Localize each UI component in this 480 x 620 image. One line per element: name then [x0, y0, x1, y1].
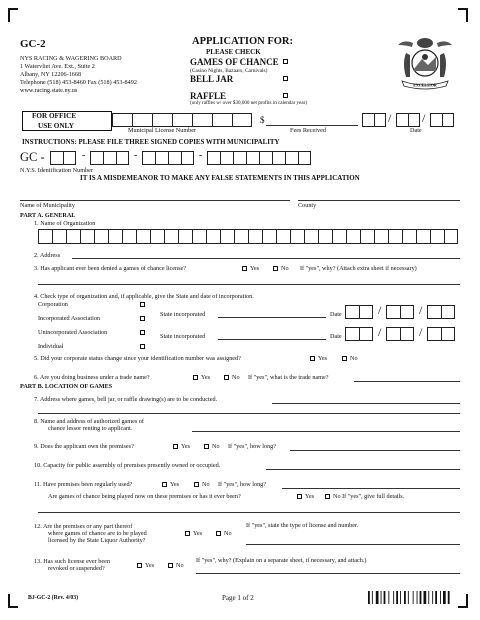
id-number-group-4[interactable] — [207, 151, 311, 165]
barcode-bar — [440, 591, 441, 604]
bell-jar-checkbox[interactable] — [283, 76, 288, 81]
q12-follow-up: If "yes", state the type of license and number. — [246, 522, 359, 529]
barcode-bar — [381, 591, 382, 604]
q6-yes-label: Yes — [201, 374, 211, 381]
q13-yes-checkbox[interactable] — [137, 563, 142, 568]
q11b-label: Are games of chance being played now on these premises or has it ever been? — [48, 493, 241, 500]
barcode — [368, 591, 450, 604]
organization-name-char-box[interactable] — [234, 229, 248, 244]
q11-follow-up: If "yes", how long? — [218, 481, 267, 488]
agency-name: NYS RACING & WAGERING BOARD — [20, 55, 122, 62]
agency-address1: 1 Watervliet Ave. Ext., Suite 2 — [20, 63, 95, 70]
org-type-unincorporated-association: Unincorporated Association — [38, 329, 108, 336]
barcode-bar — [372, 591, 373, 604]
state-seal — [392, 33, 458, 91]
q5-no-label: No — [350, 355, 358, 362]
footer-form-code: BJ-GC-2 (Rev. 4/03) — [28, 595, 79, 601]
q12-no-label: No — [224, 530, 232, 537]
corner-mark-top-left — [8, 8, 18, 22]
municipal-license-label: Municipal License Number — [128, 127, 197, 134]
q6-yes-checkbox[interactable] — [193, 375, 198, 380]
q11b-follow-up — [333, 493, 404, 500]
incorporation-date-2-slash-2: / — [419, 325, 423, 339]
organization-name-char-box[interactable] — [220, 229, 234, 244]
q5-label: 5. Did your corporate status change since your identification number was assigned? — [34, 355, 241, 362]
page-number: Page 1 of 2 — [222, 594, 254, 602]
please-check: PLEASE CHECK — [206, 48, 261, 56]
organization-name-char-box[interactable] — [38, 229, 52, 244]
q9-no-checkbox[interactable] — [204, 444, 209, 449]
q9-follow-up: If "yes", how long? — [228, 443, 277, 450]
q13-explanation-line[interactable] — [196, 573, 460, 574]
q11b-yes-label: Yes — [305, 493, 315, 500]
incorporation-date-label-2: Date — [330, 333, 342, 340]
organization-name-char-box[interactable] — [332, 229, 346, 244]
organization-name-char-box[interactable] — [430, 229, 444, 244]
q8-label-2: chance lessor renting to applicant. — [48, 425, 133, 432]
organization-name-char-box[interactable] — [192, 229, 206, 244]
q9-duration-line[interactable] — [290, 450, 460, 451]
games-of-chance-checkbox[interactable] — [283, 59, 288, 64]
q13-no-checkbox[interactable] — [168, 563, 173, 568]
q8-label-1: 8. Name and address of authorized games of — [34, 418, 144, 425]
barcode-bar — [400, 591, 401, 604]
organization-name-char-box[interactable] — [374, 229, 388, 244]
application-title: APPLICATION FOR: — [192, 36, 294, 47]
municipality-name-label: Name of Municipality — [20, 202, 75, 209]
raffle-checkbox[interactable] — [283, 93, 288, 98]
organization-name-char-box[interactable] — [206, 229, 220, 244]
organization-name-char-box[interactable] — [444, 229, 458, 244]
q7-address-line[interactable] — [272, 403, 460, 404]
organization-name-char-box[interactable] — [262, 229, 276, 244]
state-incorporated-label-2: State incorporated — [160, 333, 206, 340]
barcode-bar — [376, 591, 379, 604]
q11-duration-line[interactable] — [282, 488, 460, 489]
q11b-yes-checkbox[interactable] — [297, 494, 302, 499]
barcode-bar — [424, 591, 427, 604]
q7-label: 7. Address where games, bell jar, or raffle drawing(s) are to be conducted. — [34, 396, 218, 403]
q13-no-label: No — [176, 562, 184, 569]
q13-yes-label: Yes — [145, 562, 155, 569]
office-label-2: USE ONLY — [38, 122, 74, 130]
q2-label: 2. Address — [34, 252, 61, 259]
id-number-group-1[interactable] — [50, 151, 76, 165]
q5-yes-checkbox[interactable] — [310, 356, 315, 361]
q6-no-checkbox[interactable] — [224, 375, 229, 380]
q6-follow-up: If "yes", what is the trade name? — [248, 374, 329, 381]
q9-label: 9. Does the applicant own the premises? — [34, 443, 134, 450]
q6-no-label: No — [232, 374, 240, 381]
municipal-license-boxes[interactable] — [112, 113, 252, 127]
q11b-details-line[interactable] — [38, 512, 460, 513]
organization-name-char-box[interactable] — [290, 229, 304, 244]
id-prefix: GC - — [20, 150, 45, 164]
q9-no-label: No — [212, 443, 220, 450]
barcode-bar — [368, 591, 370, 604]
incorporation-date-2-slash-1: / — [378, 325, 382, 339]
id-number-group-3[interactable] — [142, 151, 194, 165]
q11-no-checkbox[interactable] — [194, 482, 199, 487]
q9-yes-label: Yes — [181, 443, 191, 450]
organization-name-char-box[interactable] — [80, 229, 94, 244]
part-b-heading: PART B. LOCATION OF GAMES — [20, 383, 113, 390]
organization-name-char-box[interactable] — [52, 229, 66, 244]
barcode-bar — [404, 591, 406, 604]
barcode-bar — [428, 591, 429, 604]
lessor-line[interactable] — [192, 431, 460, 432]
org-type-corporation: Corporation — [38, 301, 68, 308]
incorporation-date-1-month[interactable] — [345, 305, 373, 319]
dollar-sign: $ — [260, 115, 265, 125]
q11b-follow-text: If "yes", give full details. — [342, 493, 405, 500]
id-number-label: N.Y.S. Identification Number — [20, 167, 93, 174]
incorporation-date-1-day[interactable] — [386, 305, 414, 319]
organization-name-char-box[interactable] — [346, 229, 360, 244]
address-line[interactable] — [72, 258, 460, 259]
org-type-individual: Individual — [38, 343, 64, 350]
q10-label: 10. Capacity for public assembly of premises presently owned or occupied. — [34, 462, 221, 469]
organization-name-char-box[interactable] — [66, 229, 80, 244]
barcode-bar — [408, 591, 409, 604]
organization-name-char-box[interactable] — [304, 229, 318, 244]
incorporation-date-2-month[interactable] — [345, 327, 373, 341]
organization-name-char-box[interactable] — [360, 229, 374, 244]
q12-label-1: 12. Are the premises or any part thereof — [34, 523, 133, 530]
q11b-no-checkbox[interactable] — [325, 494, 330, 499]
id-number-group-2[interactable] — [90, 151, 129, 165]
q12-no-checkbox[interactable] — [216, 531, 221, 536]
instructions: INSTRUCTIONS: PLEASE FILE THREE SIGNED COPIES WITH MUNICIPALITY — [22, 139, 280, 146]
barcode-bar — [435, 591, 437, 604]
barcode-bar — [417, 591, 418, 604]
agency-web: www.racing.state.ny.us — [20, 87, 78, 94]
q12-license-line[interactable] — [246, 544, 460, 545]
q13-label-1: 13. Has such license ever been — [34, 558, 110, 565]
games-of-chance-note: (Casino Nights, Bazaars, Carnivals) — [190, 68, 268, 74]
agency-phone: Telephone (518) 453-8460 Fax (518) 453-8492 — [20, 79, 137, 86]
part-a-heading: PART A. GENERAL — [20, 212, 76, 219]
misdemeanor-warning: IT IS A MISDEMEANOR TO MAKE ANY FALSE STATEMENTS IN THIS APPLICATION — [80, 174, 360, 182]
organization-name-char-box[interactable] — [122, 229, 136, 244]
corner-mark-top-right — [458, 8, 468, 22]
q9-yes-checkbox[interactable] — [173, 444, 178, 449]
office-date-year[interactable] — [430, 113, 454, 127]
barcode-bar — [443, 591, 446, 604]
organization-name-char-box[interactable] — [402, 229, 416, 244]
q12-label-2: where games of chance are to be played — [48, 530, 147, 537]
fees-received-label: Fees Received — [290, 127, 326, 134]
individual-checkbox[interactable] — [140, 344, 145, 349]
q11-label: 11. Have premises been regularly used? — [34, 481, 133, 488]
organization-name-char-box[interactable] — [94, 229, 108, 244]
organization-name-char-box[interactable] — [388, 229, 402, 244]
q3-yes-checkbox[interactable] — [242, 266, 247, 271]
organization-name-char-box[interactable] — [164, 229, 178, 244]
id-dash-3: - — [199, 150, 203, 161]
q5-yes-label: Yes — [318, 355, 328, 362]
corner-mark-bottom-right — [458, 594, 468, 608]
incorporation-date-2-day[interactable] — [386, 327, 414, 341]
q12-yes-label: Yes — [193, 530, 203, 537]
raffle-label: RAFFLE — [190, 91, 226, 101]
id-dash-1: - — [82, 150, 86, 161]
organization-name-char-box[interactable] — [150, 229, 164, 244]
date-slash-2: / — [422, 111, 426, 125]
q3-label: 3. Has applicant ever been denied a games of chance license? — [34, 265, 187, 272]
q13-label-2: revoked or suspended? — [48, 565, 105, 572]
agency-address2: Albany, NY 12206-1668 — [20, 71, 82, 78]
seal-banner: EXCELSIOR — [413, 82, 437, 88]
q3-explanation-line[interactable] — [38, 284, 460, 285]
organization-name-char-box[interactable] — [136, 229, 150, 244]
date-slash-1: / — [388, 111, 392, 125]
q3-yes-label: Yes — [250, 265, 260, 272]
county-line[interactable] — [298, 200, 460, 201]
office-date-day[interactable] — [396, 113, 420, 127]
state-incorporated-line-1[interactable] — [218, 317, 326, 318]
county-label: County — [298, 202, 317, 209]
corporation-checkbox[interactable] — [140, 302, 145, 307]
q3-no-label: No — [281, 265, 289, 272]
unincorporated-association-checkbox[interactable] — [140, 330, 145, 335]
q11-yes-label: Yes — [170, 481, 180, 488]
barcode-bar — [396, 591, 398, 604]
q11-no-label: No — [202, 481, 210, 488]
organization-name-boxes[interactable] — [38, 229, 458, 244]
incorporation-date-1-year[interactable] — [427, 305, 455, 319]
q4-label: 4. Check type of organization and, if applicable, give the State and date of incorporation. — [34, 293, 254, 300]
barcode-bar — [420, 591, 422, 604]
incorporation-date-label-1: Date — [330, 311, 342, 318]
office-label-1: FOR OFFICE — [32, 112, 77, 120]
q12-yes-checkbox[interactable] — [185, 531, 190, 536]
state-incorporated-line-2[interactable] — [218, 339, 326, 340]
q11-yes-checkbox[interactable] — [162, 482, 167, 487]
organization-name-char-box[interactable] — [276, 229, 290, 244]
bell-jar-label: BELL JAR — [190, 74, 234, 84]
games-of-chance-label: GAMES OF CHANCE — [190, 57, 279, 67]
barcode-bar — [384, 591, 386, 604]
barcode-bar — [448, 591, 450, 604]
organization-name-char-box[interactable] — [248, 229, 262, 244]
barcode-bar — [393, 591, 394, 604]
barcode-bar — [432, 591, 433, 604]
incorporated-association-checkbox[interactable] — [140, 316, 145, 321]
incorporation-date-1-slash-1: / — [378, 303, 382, 317]
organization-name-char-box[interactable] — [178, 229, 192, 244]
incorporation-date-2-year[interactable] — [427, 327, 455, 341]
organization-name-char-box[interactable] — [108, 229, 122, 244]
q13-follow-up: If "yes", why? (Explain on a separate sheet, if necessary, and attach.) — [196, 557, 367, 564]
form-id: GC-2 — [20, 38, 46, 50]
trade-name-line[interactable] — [354, 381, 460, 382]
q3-follow-up: If "yes", why? (Attach extra sheet if necessary) — [300, 265, 417, 272]
fees-received-line[interactable] — [266, 125, 358, 126]
corner-mark-bottom-left — [8, 594, 18, 608]
id-dash-2: - — [134, 150, 138, 161]
office-date-label: Date — [410, 127, 422, 134]
q1-label: 1. Name of Organization — [34, 220, 96, 227]
q7-address-line-2[interactable] — [38, 413, 460, 414]
state-incorporated-label-1: State incorporated — [160, 311, 206, 318]
q5-no-checkbox[interactable] — [342, 356, 347, 361]
barcode-bar — [388, 591, 389, 604]
q12-label-3: licensed by the State Liquor Authority? — [48, 537, 146, 544]
office-date-month[interactable] — [362, 113, 386, 127]
barcode-bar — [413, 591, 414, 604]
organization-name-char-box[interactable] — [318, 229, 332, 244]
organization-name-char-box[interactable] — [416, 229, 430, 244]
org-type-incorporated-association: Incorporated Association — [38, 315, 101, 322]
municipality-name-line[interactable] — [20, 200, 290, 201]
incorporation-date-1-slash-2: / — [419, 303, 423, 317]
q6-label: 6. Are you doing business under a trade name? — [34, 374, 150, 381]
q11b-no-label: No — [333, 493, 341, 500]
q3-no-checkbox[interactable] — [273, 266, 278, 271]
capacity-line[interactable] — [266, 469, 460, 470]
raffle-note: (only raffles w/ over $30,000 net profits in calendar year) — [190, 100, 308, 106]
